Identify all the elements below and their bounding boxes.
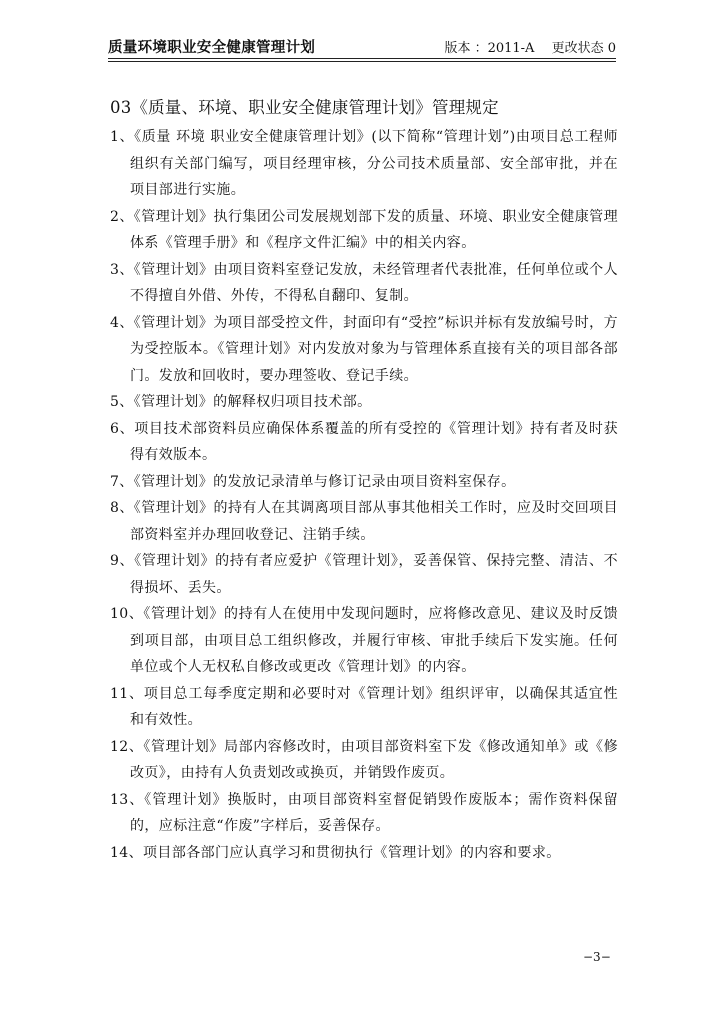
list-item: 1、《质量 环境 职业安全健康管理计划》(以下简称“管理计划”)由项目总工程师组织有关部门编写，项目经理审核，分公司技术质量部、安全部审批，并在项目部进行实施。 [110, 129, 618, 198]
list-item: 13、《管理计划》换版时，由项目部资料室督促销毁作废版本；需作资料保留的，应标注意“作废”字样后，妥善保存。 [110, 791, 618, 834]
header-rule-thin [108, 61, 616, 62]
list-item: 4、《管理计划》为项目部受控文件，封面印有“受控”标识并标有发放编号时，方为受控版本。《管理计划》对内发放对象为与管理体系直接有关的项目部各部门。发放和回收时，要办理签收、登记手续。 [110, 314, 618, 384]
page-header [108, 36, 616, 58]
list-item: 3、《管理计划》由项目资料室登记发放，未经管理者代表批准，任何单位或个人不得擅自外借、外传，不得私自翻印、复制。 [110, 261, 618, 304]
page-number: −3− [583, 950, 611, 964]
regulation-list [110, 124, 618, 866]
list-item: 5、《管理计划》的解释权归项目技术部。 [110, 394, 372, 410]
header-title: 质量环境职业安全健康管理计划 [108, 40, 316, 56]
list-item: 2、《管理计划》执行集团公司发展规划部下发的质量、环境、职业安全健康管理体系《管理手册》和《程序文件汇编》中的相关内容。 [110, 208, 618, 251]
section-title: 03《质量、环境、职业安全健康管理计划》管理规定 [110, 98, 499, 117]
list-item: 9、《管理计划》的持有者应爱护《管理计划》，妥善保管、保持完整、清洁、不得损坏、丢失。 [110, 553, 618, 596]
list-item: 8、《管理计划》的持有人在其调离项目部从事其他相关工作时，应及时交回项目部资料室并办理回收登记、注销手续。 [110, 500, 618, 543]
list-item: 12、《管理计划》局部内容修改时，由项目部资料室下发《修改通知单》或《修改页》，由持有人负责划改或换页，并销毁作废页。 [110, 738, 618, 781]
list-item: 10、《管理计划》的持有人在使用中发现问题时，应将修改意见、建议及时反馈到项目部，由项目总工组织修改，并履行审核、审批手续后下发实施。任何单位或个人无权私自修改或更改《管理计划》的内容。 [110, 606, 618, 675]
list-item: 11、项目总工每季度定期和必要时对《管理计划》组织评审，以确保其适宜性和有效性。 [110, 685, 618, 728]
header-version: 版本 ：2011-A 更改状态 0 [444, 41, 616, 56]
list-item: 6、项目技术部资料员应确保体系覆盖的所有受控的《管理计划》持有者及时获得有效版本。 [110, 420, 618, 463]
list-item: 14、项目部各部门应认真学习和贯彻执行《管理计划》的内容和要求。 [110, 844, 561, 861]
header-rule [108, 58, 616, 59]
list-item: 7、《管理计划》的发放记录清单与修订记录由项目资料室保存。 [110, 473, 516, 490]
